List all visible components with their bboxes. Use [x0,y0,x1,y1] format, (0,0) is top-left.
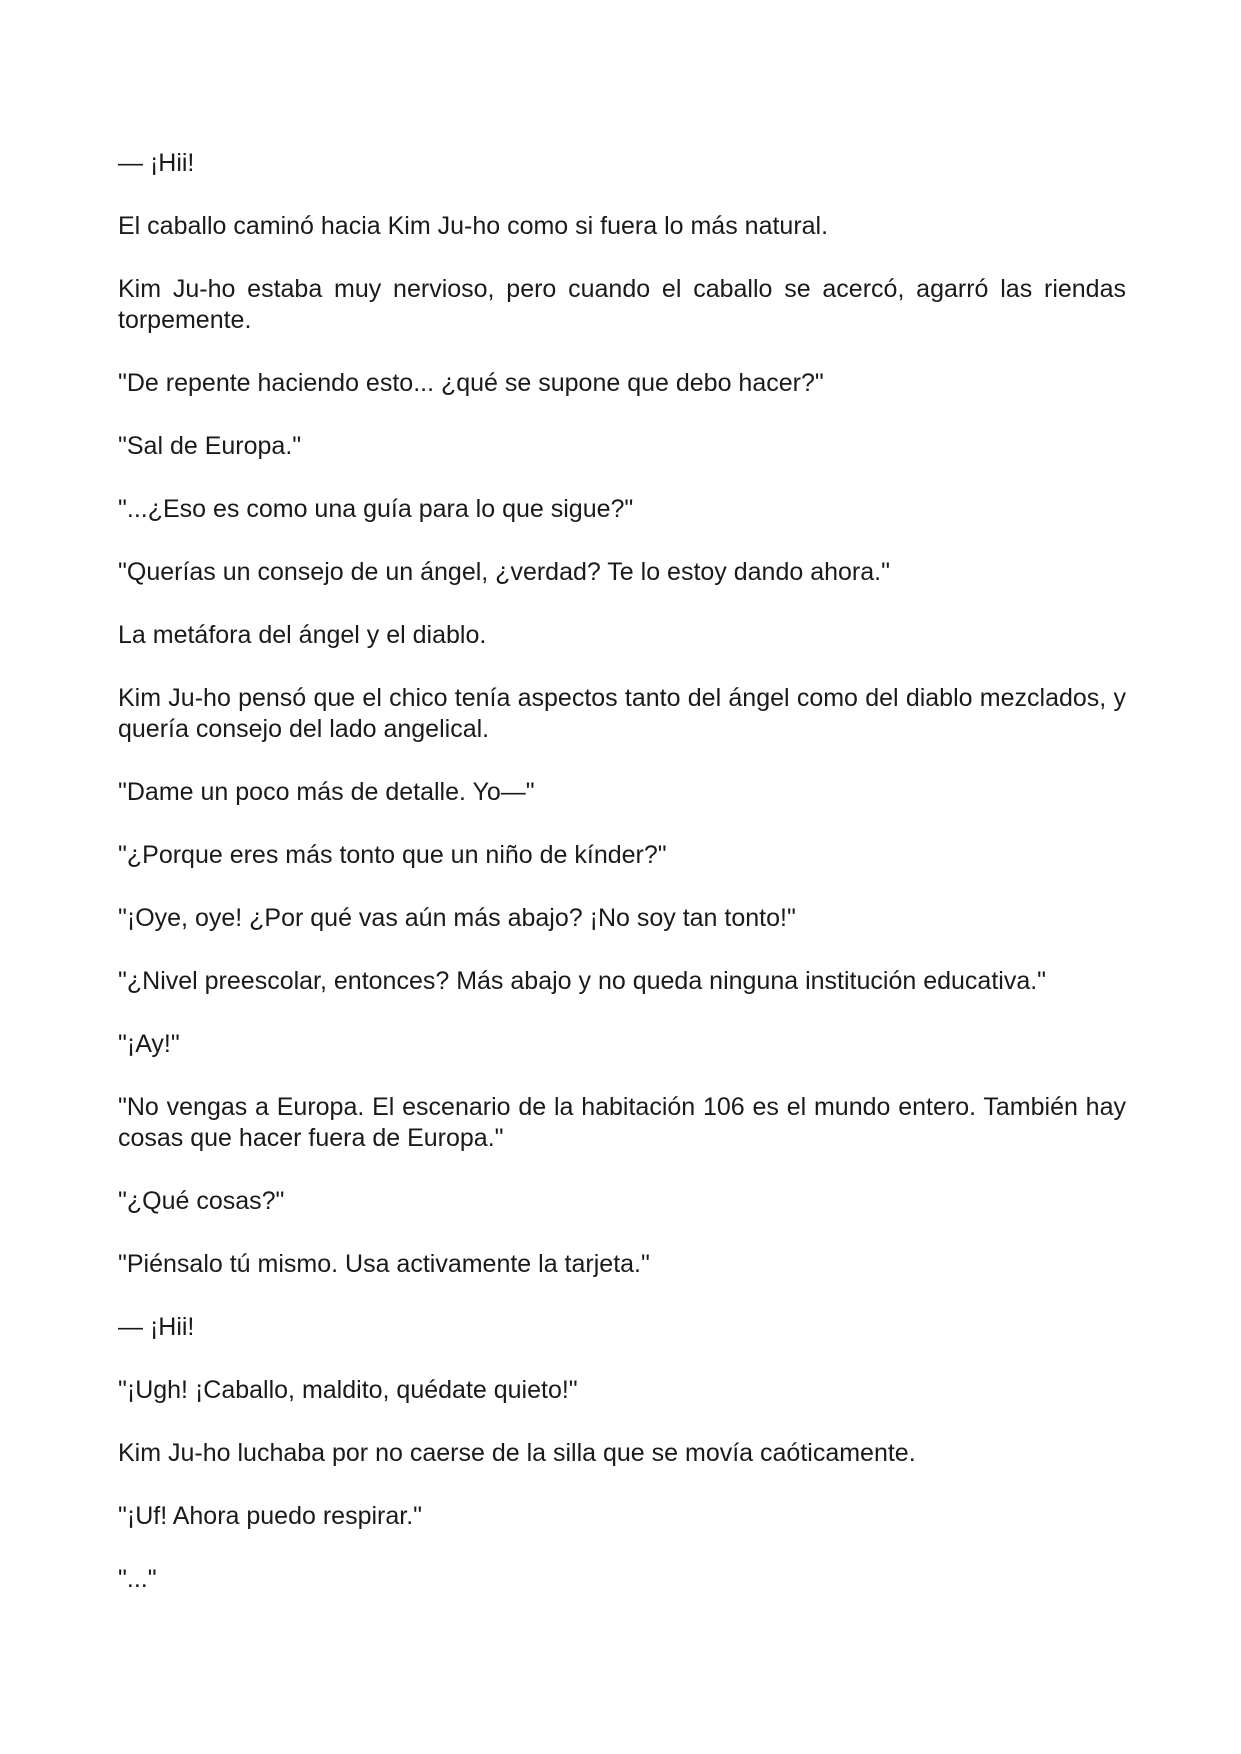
paragraph: "Sal de Europa." [118,432,302,460]
paragraph: Kim Ju-ho estaba muy nervioso, pero cuando el caballo se acercó, agarró las riendas torpemente. [118,275,1126,334]
paragraph: "¿Porque eres más tonto que un niño de kínder?" [118,841,667,869]
paragraph: "De repente haciendo esto... ¿qué se supone que debo hacer?" [118,369,824,397]
paragraph: "¿Nivel preescolar, entonces? Más abajo y no queda ninguna institución educativa." [118,967,1047,995]
paragraph: "¡Oye, oye! ¿Por qué vas aún más abajo? ¡No soy tan tonto!" [118,904,796,932]
paragraph: "¡Ugh! ¡Caballo, maldito, quédate quieto!" [118,1376,578,1404]
paragraph: La metáfora del ángel y el diablo. [118,621,487,649]
paragraph: Kim Ju-ho pensó que el chico tenía aspectos tanto del ángel como del diablo mezclados, y quería consejo del lado angelical. [118,684,1126,743]
paragraph: Kim Ju-ho luchaba por no caerse de la silla que se movía caóticamente. [118,1439,916,1467]
paragraph: "Dame un poco más de detalle. Yo—" [118,778,535,806]
paragraph: "No vengas a Europa. El escenario de la habitación 106 es el mundo entero. También hay cosas que hacer fuera de Europa." [118,1093,1126,1152]
paragraph: "¡Uf! Ahora puedo respirar." [118,1502,423,1530]
paragraph: "...¿Eso es como una guía para lo que sigue?" [118,495,634,523]
paragraph: "..." [118,1565,157,1593]
paragraph: "¿Qué cosas?" [118,1187,285,1215]
paragraph: — ¡Hii! [118,149,195,177]
paragraph: — ¡Hii! [118,1313,195,1341]
paragraph: "Piénsalo tú mismo. Usa activamente la tarjeta." [118,1250,650,1278]
document-page [118,148,1126,1627]
paragraph: "¡Ay!" [118,1030,180,1058]
paragraph: "Querías un consejo de un ángel, ¿verdad? Te lo estoy dando ahora." [118,558,890,586]
paragraph: El caballo caminó hacia Kim Ju-ho como si fuera lo más natural. [118,212,829,240]
